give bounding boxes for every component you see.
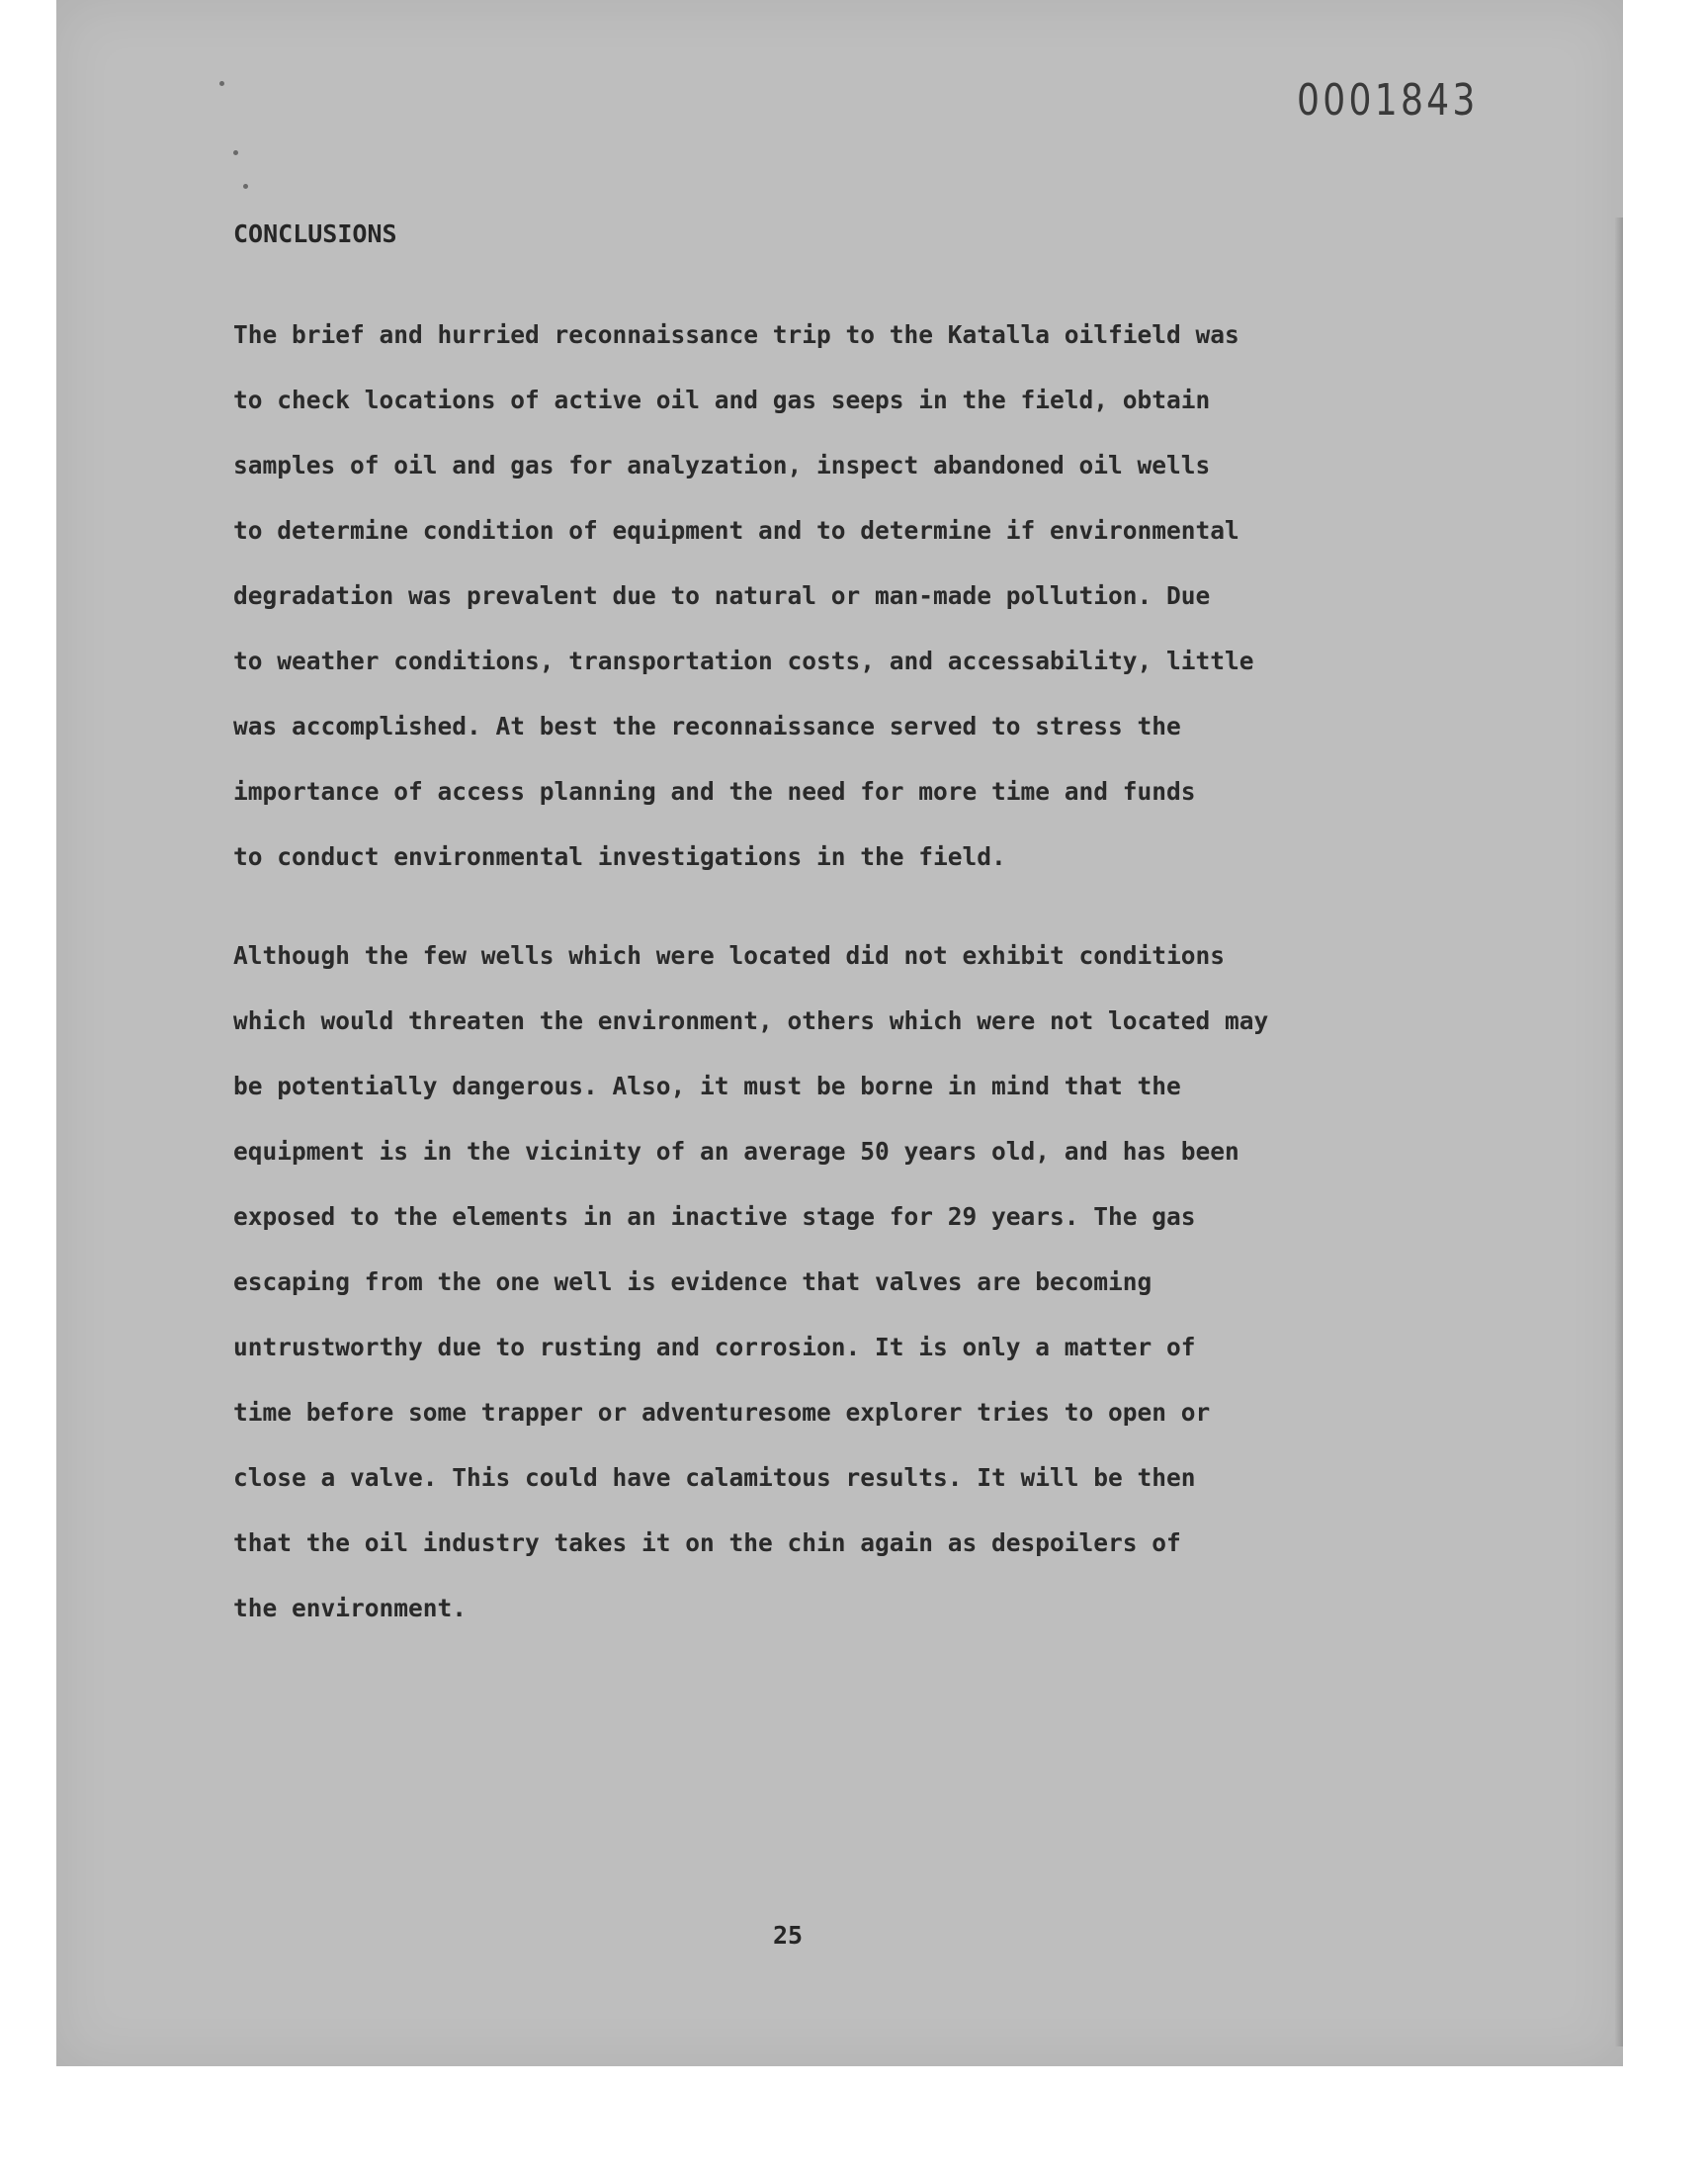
text-line: escaping from the one well is evidence that valves are becoming: [233, 1267, 1153, 1296]
paragraph-1: [233, 303, 1419, 890]
page-number: 25: [773, 1921, 804, 1950]
text-line: The brief and hurried reconnaissance trip to the Katalla oilfield was: [233, 320, 1239, 349]
scan-speck: [243, 184, 248, 189]
text-line: that the oil industry takes it on the chin again as despoilers of: [233, 1528, 1181, 1557]
text-line: was accomplished. At best the reconnaissance served to stress the: [233, 712, 1181, 740]
text-line: which would threaten the environment, others which were not located may: [233, 1006, 1269, 1035]
scan-speck: [219, 81, 224, 86]
text-line: equipment is in the vicinity of an average 50 years old, and has been: [233, 1137, 1239, 1166]
text-line: to conduct environmental investigations in the field.: [233, 842, 1006, 871]
scan-speck: [233, 150, 238, 155]
text-line: to determine condition of equipment and to determine if environmental: [233, 516, 1239, 545]
text-line: untrustworthy due to rusting and corrosion. It is only a matter of: [233, 1333, 1196, 1361]
text-line: to weather conditions, transportation costs, and accessability, little: [233, 647, 1254, 675]
text-line: samples of oil and gas for analyzation, inspect abandoned oil wells: [233, 451, 1211, 479]
text-line: the environment.: [233, 1594, 468, 1622]
text-line: degradation was prevalent due to natural or man-made pollution. Due: [233, 581, 1211, 610]
text-line: importance of access planning and the need for more time and funds: [233, 777, 1196, 806]
text-line: be potentially dangerous. Also, it must be borne in mind that the: [233, 1072, 1181, 1100]
document-control-number: 0001843: [1297, 75, 1479, 126]
text-line: to check locations of active oil and gas seeps in the field, obtain: [233, 386, 1211, 414]
text-line: exposed to the elements in an inactive stage for 29 years. The gas: [233, 1202, 1196, 1231]
section-heading: CONCLUSIONS: [233, 219, 397, 248]
text-line: close a valve. This could have calamitous results. It will be then: [233, 1463, 1196, 1492]
page-edge-shadow: [1615, 218, 1623, 2046]
paragraph-2: [233, 923, 1419, 1641]
text-line: Although the few wells which were located did not exhibit conditions: [233, 941, 1226, 970]
text-line: time before some trapper or adventuresome explorer tries to open or: [233, 1398, 1211, 1427]
